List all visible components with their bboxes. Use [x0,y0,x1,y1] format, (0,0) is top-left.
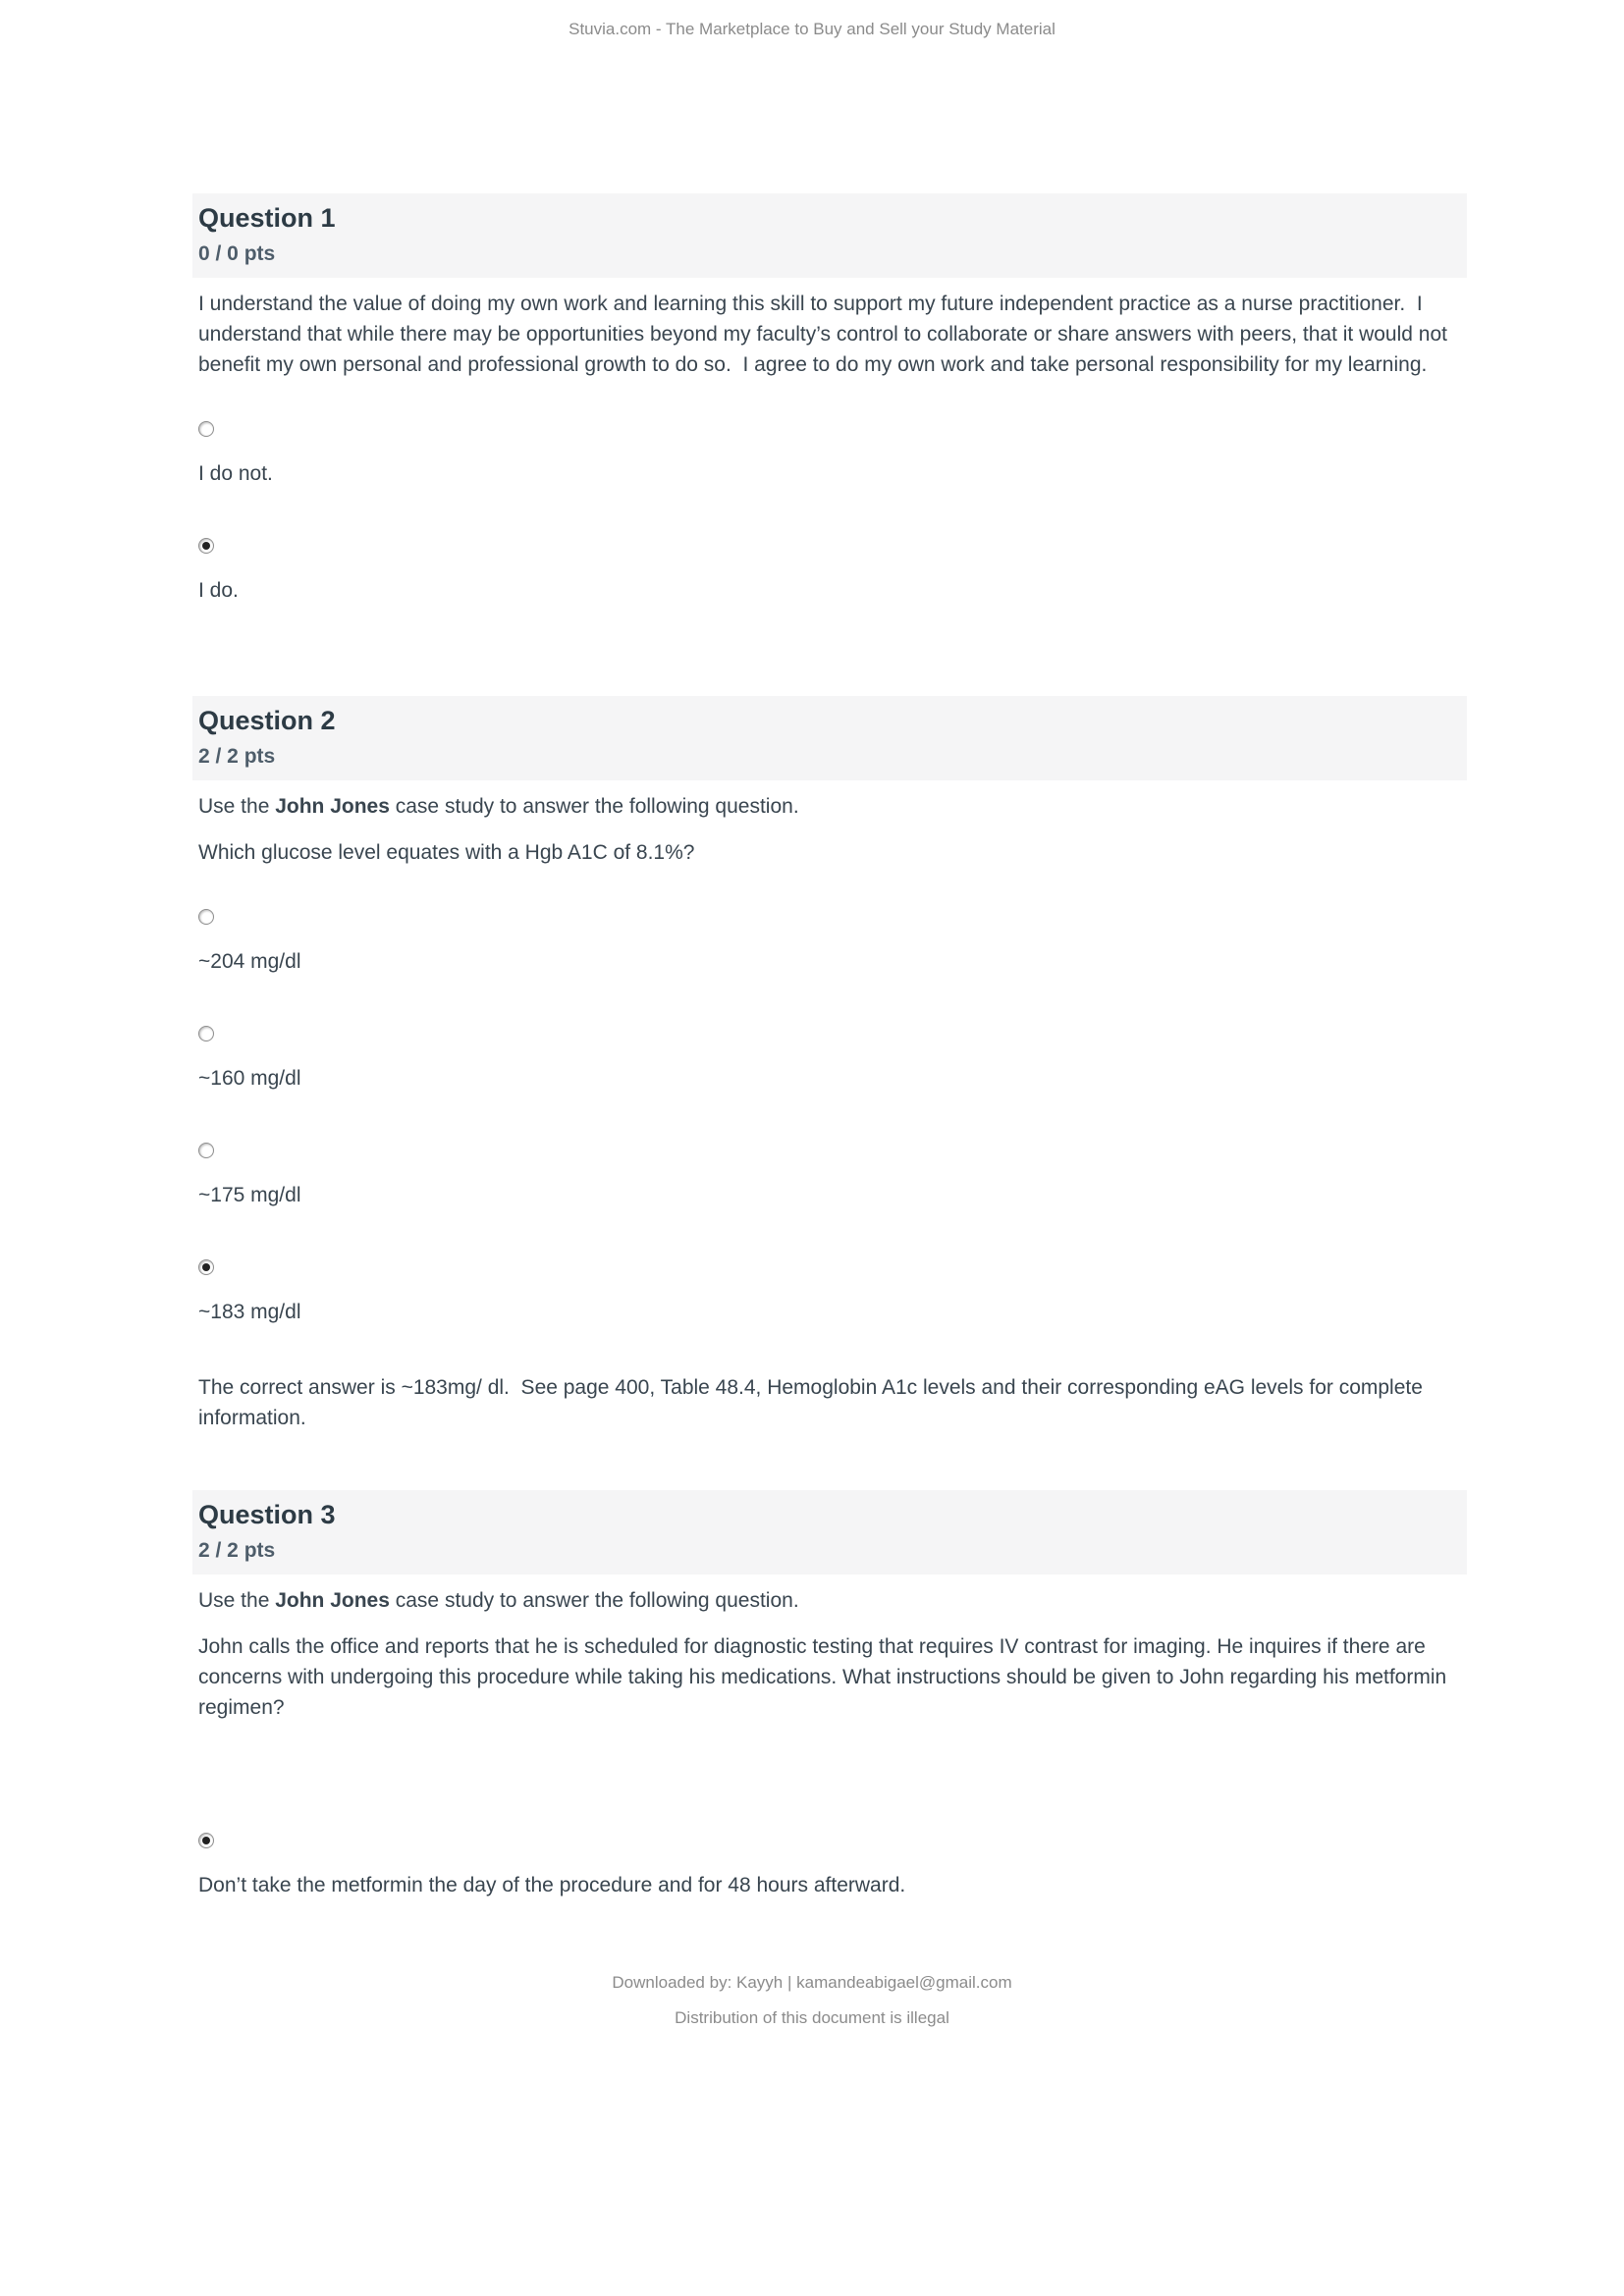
case-study-intro [198,791,1467,822]
answer-option [198,1259,1467,1327]
radio-button[interactable] [198,538,214,554]
footer-distribution-warning: Distribution of this document is illegal [675,2008,949,2027]
radio-button[interactable] [198,1026,214,1041]
answer-option-label: ~175 mg/dl [198,1184,301,1206]
radio-button[interactable] [198,421,214,437]
question-1-header [192,193,1467,278]
question-block-1 [198,193,1467,606]
radio-button[interactable] [198,1259,214,1275]
case-study-intro [198,1585,1467,1616]
answer-option [198,1143,1467,1210]
answer-option [198,909,1467,977]
intro-prefix: Use the [198,795,276,818]
question-3-prompt: John calls the office and reports that he is scheduled for diagnostic testing that requires IV contrast for imaging. He inquires if there are concerns with undergoing this procedure while taking his medications. What instructions should be given to John regarding his metformin regimen? [198,1635,1453,1719]
intro-suffix: case study to answer the following question. [389,795,799,818]
question-2-points: 2 / 2 pts [198,745,276,768]
correct-answer-note: The correct answer is ~183mg/ dl. See page 400, Table 48.4, Hemoglobin A1c levels and their corresponding eAG levels for complete information. [198,1376,1429,1429]
answer-option [198,421,1467,489]
question-1-text: I understand the value of doing my own work and learning this skill to support my future independent practice as a nurse practitioner. I understand that while there may be opportunities beyond my faculty’s control to collaborate or share answers with peers, that it would not benefit my own personal and professional growth to do so. I agree to do my own work and take personal responsibility for my learning. [198,293,1453,376]
answer-option [198,538,1467,606]
intro-prefix: Use the [198,1589,276,1612]
case-study-name: John Jones [275,795,390,818]
question-2-title: Question 2 [198,706,336,735]
answer-option-label: I do not. [198,462,273,485]
page-header-text: Stuvia.com - The Marketplace to Buy and Sell your Study Material [568,20,1056,38]
intro-suffix: case study to answer the following question. [389,1589,799,1612]
question-2-prompt: Which glucose level equates with a Hgb A1C of 8.1%? [198,841,695,864]
answer-option-label: ~160 mg/dl [198,1067,301,1090]
case-study-name: John Jones [275,1589,390,1612]
radio-button[interactable] [198,1833,214,1848]
question-2-header [192,696,1467,780]
question-1-title: Question 1 [198,203,336,233]
radio-button[interactable] [198,909,214,925]
question-3-points: 2 / 2 pts [198,1539,276,1562]
answer-option-label: ~183 mg/dl [198,1301,301,1323]
answer-option-label: ~204 mg/dl [198,950,301,973]
quiz-content [198,193,1467,1900]
question-3-title: Question 3 [198,1500,336,1529]
answer-option-label: Don’t take the metformin the day of the procedure and for 48 hours afterward. [198,1874,906,1896]
answer-option [198,1833,1467,1900]
answer-option [198,1026,1467,1094]
footer-downloaded-by: Downloaded by: Kayyh | kamandeabigael@gmail.com [612,1973,1012,1992]
radio-button[interactable] [198,1143,214,1158]
question-3-header [192,1490,1467,1575]
answer-option-label: I do. [198,579,239,602]
question-block-3 [198,1490,1467,1900]
question-1-points: 0 / 0 pts [198,242,276,265]
question-block-2 [198,696,1467,1433]
